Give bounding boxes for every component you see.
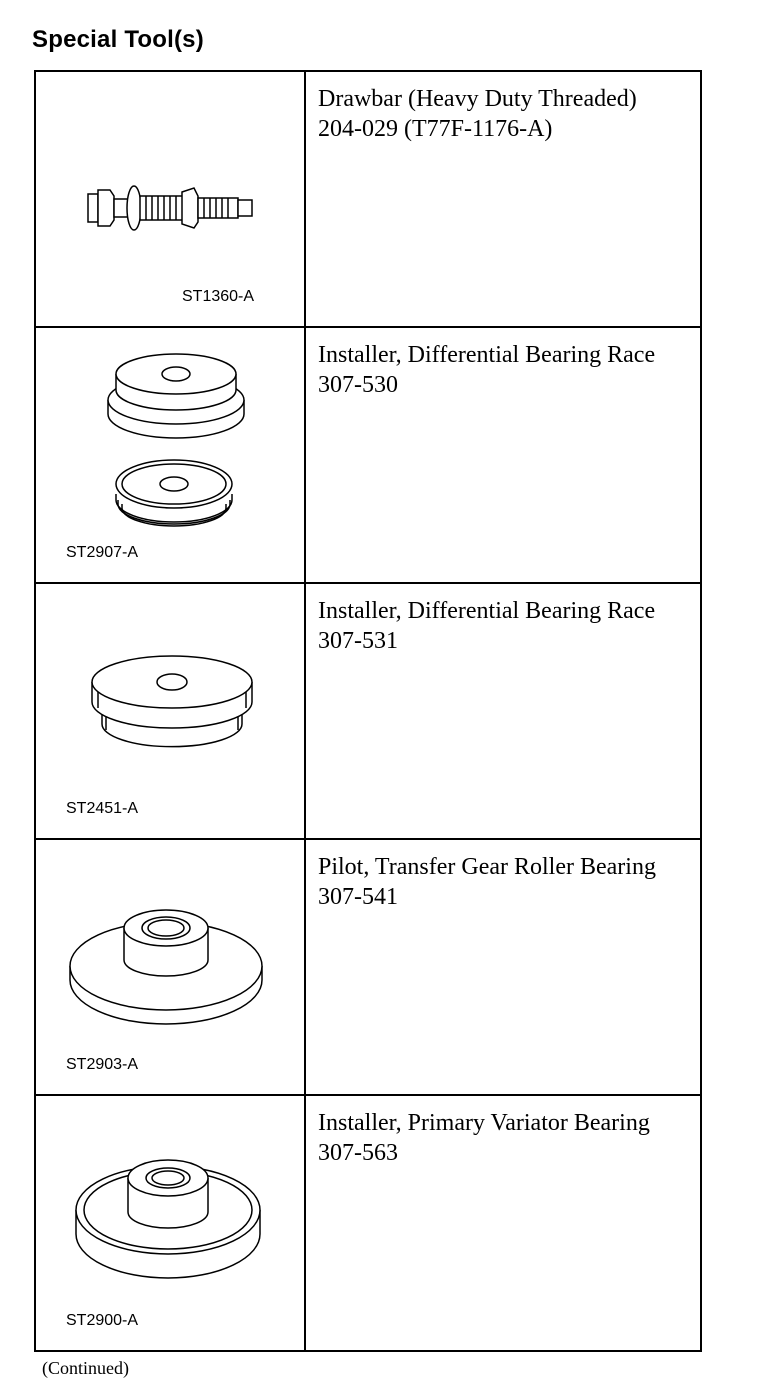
tool-description-cell	[305, 1095, 701, 1351]
tool-image-cell	[35, 839, 305, 1095]
tool-name: Installer, Differential Bearing Race	[318, 598, 656, 624]
tool-description-cell	[305, 583, 701, 839]
tool-image-cell	[35, 583, 305, 839]
tool-description-cell	[305, 71, 701, 327]
tool-number: 204-029 (T77F-1176-A)	[318, 116, 553, 142]
tool-description-cell	[305, 327, 701, 583]
table-row	[35, 327, 701, 583]
tool-image-cell	[35, 327, 305, 583]
image-code: ST2907-A	[66, 544, 139, 561]
tool-name: Pilot, Transfer Gear Roller Bearing	[318, 854, 656, 880]
tool-number: 307-563	[318, 1140, 398, 1166]
image-code: ST2900-A	[66, 1312, 139, 1329]
table-row	[35, 583, 701, 839]
drawbar-illustration	[36, 72, 304, 326]
tool-number: 307-530	[318, 372, 398, 398]
tool-number: 307-531	[318, 628, 398, 654]
table-row	[35, 71, 701, 327]
tool-number: 307-541	[318, 884, 398, 910]
image-code: ST2451-A	[66, 800, 139, 817]
table-row	[35, 839, 701, 1095]
tool-name: Installer, Differential Bearing Race	[318, 342, 656, 368]
tool-image-cell	[35, 71, 305, 327]
tool-image-cell	[35, 1095, 305, 1351]
table-row	[35, 1095, 701, 1351]
section-heading: Special Tool(s)	[32, 26, 204, 53]
tool-description-cell	[305, 839, 701, 1095]
tool-name: Drawbar (Heavy Duty Threaded)	[318, 86, 637, 112]
image-code: ST1360-A	[182, 288, 255, 305]
continued-note: (Continued)	[42, 1358, 129, 1378]
tool-name: Installer, Primary Variator Bearing	[318, 1110, 650, 1136]
special-tools-table	[34, 70, 702, 1352]
image-code: ST2903-A	[66, 1056, 139, 1073]
